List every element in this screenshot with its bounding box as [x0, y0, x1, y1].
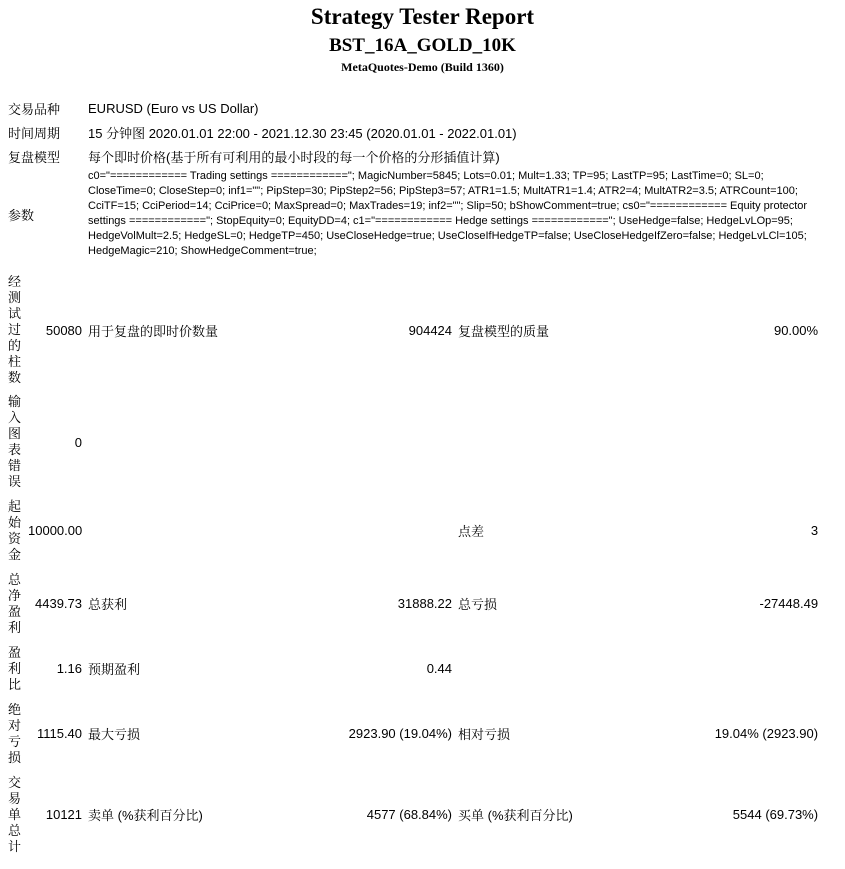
ticks-modelled-value: 904424 — [408, 322, 453, 338]
empty-cell — [455, 390, 655, 494]
empty-cell — [85, 390, 290, 494]
result-row-chart-errors — [5, 390, 821, 494]
expected-payoff-value: 0.44 — [426, 661, 453, 676]
modelling-quality-value: 90.00% — [773, 322, 819, 338]
gross-profit-label: 总获利 — [88, 597, 128, 612]
spread-label: 点差 — [458, 524, 485, 539]
absolute-drawdown-label: 绝对亏损 — [8, 701, 22, 765]
bars-tested-label: 经测试过的柱数 — [8, 274, 22, 385]
empty-cell — [290, 494, 455, 567]
empty-cell — [655, 640, 821, 697]
empty-cell — [85, 494, 290, 567]
section-spacer — [5, 260, 821, 270]
period-value: 15 分钟图 2020.01.01 22:00 - 2021.12.30 23:45 (2020.01.01 - 2022.01.01) — [88, 125, 517, 141]
result-row-initial-deposit — [5, 494, 821, 567]
info-row-model — [5, 144, 821, 168]
model-value: 每个即时价格(基于所有可利用的最小时段的每一个价格的分形插值计算) — [88, 149, 500, 165]
short-positions-label: 卖单 (%获利百分比) — [88, 808, 203, 823]
page-title: Strategy Tester Report — [310, 4, 535, 29]
initial-deposit-value: 10000.00 — [28, 523, 83, 538]
total-trades-label: 交易单总计 — [8, 774, 22, 854]
info-row-period — [5, 120, 821, 144]
model-label: 复盘模型 — [8, 149, 61, 165]
total-trades-value: 10121 — [45, 807, 83, 822]
period-label: 时间周期 — [8, 125, 61, 141]
profit-factor-label: 盈利比 — [8, 644, 22, 692]
empty-cell — [455, 640, 655, 697]
ticks-modelled-label: 用于复盘的即时价数量 — [88, 323, 219, 339]
result-row-absolute-drawdown — [5, 697, 821, 770]
result-row-bars-tested — [5, 270, 821, 390]
strategy-report-table — [5, 96, 821, 859]
parameters-value: c0="============ Trading settings ============"; MagicNumber=5845; Lots=0.01; Mult=1.33; TP=95; LastTP=95; LastTime=0; SL=0; CloseTime=0; CloseStep=0; inf1=""; PipStep=30; PipStep2=56; PipStep3=57; ATR1=1.5; MultATR1=1.4; ATR2=4; MultATR2=3.5; ATRCount=100; CciTF=15; CciPeriod=14; CciPrice=0; MaxSpread=0; MaxTrades=19; inf2=""; Slip=50; bShowComment=true; cs0="============ Equity protector settings ============"; StopEquity=0; EquityDD=4; c1="============ Hedge settings ============"; UseHedge=false; HedgeLvLOp=95; HedgeVolMult=2.5; HedgeSL=0; HedgeTP=450; UseCloseHedge=true; UseCloseIfHedgeTP=false; UseCloseHedgeIfZero=false; HedgeLvLCl=105; HedgeMagic=210; ShowHedgeComment=true; — [88, 170, 808, 257]
maximal-drawdown-value: 2923.90 (19.04%) — [348, 726, 453, 741]
report-header — [0, 0, 845, 74]
empty-cell — [655, 390, 821, 494]
gross-loss-label: 总亏损 — [458, 597, 498, 612]
relative-drawdown-value: 19.04% (2923.90) — [714, 726, 819, 741]
spread-value: 3 — [810, 523, 819, 538]
result-row-net-profit — [5, 567, 821, 640]
maximal-drawdown-label: 最大亏损 — [88, 727, 141, 742]
expected-payoff-label: 预期盈利 — [88, 662, 141, 677]
relative-drawdown-label: 相对亏损 — [458, 727, 511, 742]
info-row-symbol — [5, 96, 821, 120]
gross-loss-value: -27448.49 — [759, 596, 819, 611]
result-row-total-trades — [5, 770, 821, 859]
bars-tested-value: 50080 — [45, 322, 83, 338]
empty-cell — [290, 390, 455, 494]
long-positions-value: 5544 (69.73%) — [732, 807, 819, 822]
modelling-quality-label: 复盘模型的质量 — [458, 323, 550, 339]
chart-errors-label: 输入图表错误 — [8, 394, 22, 489]
chart-errors-value: 0 — [74, 434, 83, 450]
result-row-profit-factor — [5, 640, 821, 697]
server-build-label: MetaQuotes-Demo (Build 1360) — [341, 60, 504, 74]
short-positions-value: 4577 (68.84%) — [366, 807, 453, 822]
gross-profit-value: 31888.22 — [397, 596, 453, 611]
profit-factor-value: 1.16 — [56, 661, 83, 676]
long-positions-label: 买单 (%获利百分比) — [458, 808, 573, 823]
net-profit-value: 4439.73 — [35, 596, 83, 611]
expert-name: BST_16A_GOLD_10K — [329, 35, 516, 56]
initial-deposit-label: 起始资金 — [8, 498, 22, 562]
symbol-value: EURUSD (Euro vs US Dollar) — [88, 100, 259, 116]
parameters-label: 参数 — [8, 207, 35, 223]
info-row-parameters — [5, 168, 821, 260]
net-profit-label: 总净盈利 — [8, 571, 22, 635]
symbol-label: 交易品种 — [8, 101, 61, 117]
absolute-drawdown-value: 1115.40 — [36, 726, 83, 741]
